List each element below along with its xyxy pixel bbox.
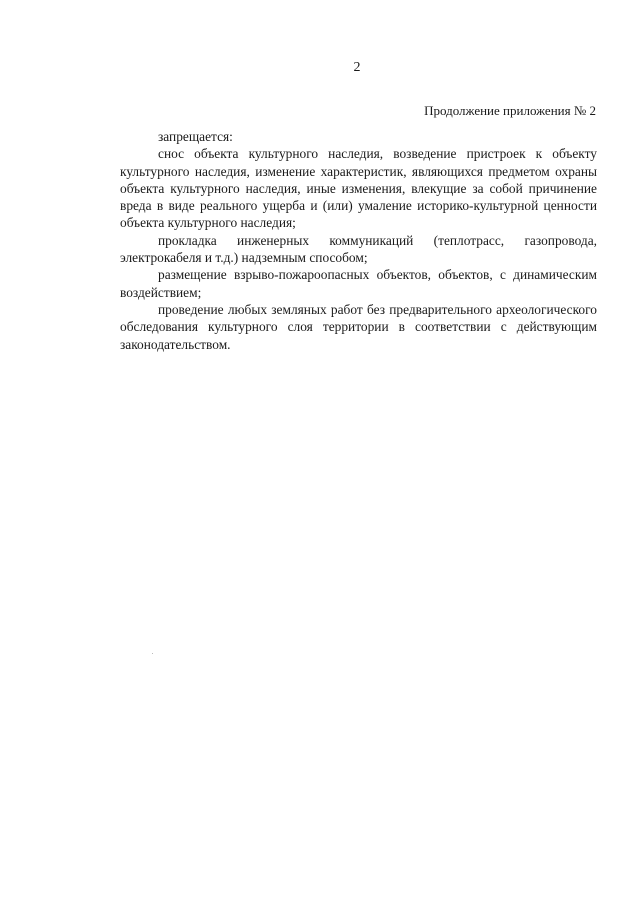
- paragraph-earthworks: проведение любых земляных работ без предварительного археологического обследования культурного слоя территории в соответствии с действующим законодательством.: [120, 301, 597, 352]
- paragraph-hazardous-objects: размещение взрыво-пожароопасных объектов, объектов, с динамическим воздействием;: [120, 267, 597, 300]
- paragraph-utilities: прокладка инженерных коммуникаций (теплотрасс, газопровода, электрокабеля и т.д.) надземным способом;: [120, 232, 597, 266]
- page-number: 2: [353, 60, 361, 75]
- scan-dot: [152, 653, 153, 654]
- appendix-continuation-note: Продолжение приложения № 2: [424, 103, 596, 118]
- paragraph-demolition: снос объекта культурного наследия, возведение пристроек к объекту культурного наследия, изменение характеристик, являющихся предметом охраны объекта культурного наследия, иные изменения, влекущие за собой причинение вреда в виде реального ущерба и (или) умаление историко-культурной ценности объекта культурного наследия;: [120, 146, 597, 231]
- paragraph-prohibited-intro: запрещается:: [158, 129, 233, 144]
- document-body: [120, 128, 597, 353]
